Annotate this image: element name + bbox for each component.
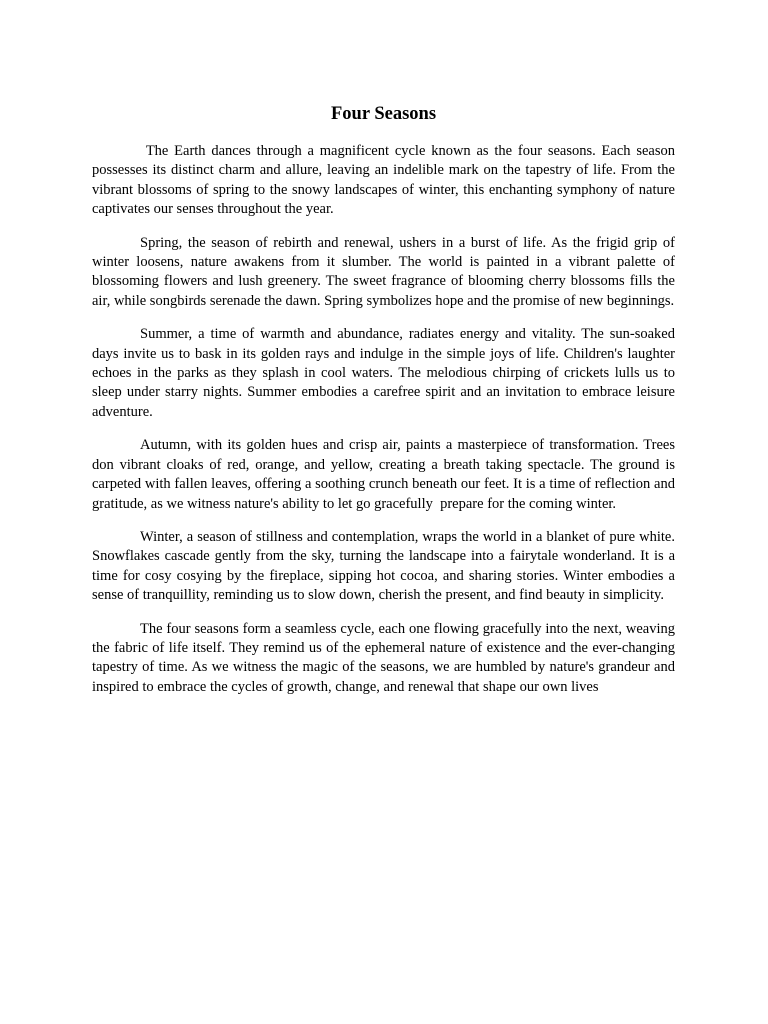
paragraph-spring: Spring, the season of rebirth and renewal, ushers in a burst of life. As the frigid grip of winter loosens, nature awakens from it slumber. The world is painted in a vibrant palette of blossoming flowers and lush greenery. The sweet fragrance of blooming cherry blossoms fills the air, while songbirds serenade the dawn. Spring symbolizes hope and the promise of new beginnings. — [92, 234, 679, 309]
paragraph-intro: The Earth dances through a magnificent cycle known as the four seasons. Each season possesses its distinct charm and allure, leaving an indelible mark on the tapestry of life. From the vibrant blossoms of spring to the snowy landscapes of winter, this enchanting symphony of nature captivates our senses throughout the year. — [92, 143, 679, 218]
paragraph-conclusion: The four seasons form a seamless cycle, each one flowing gracefully into the next, weaving the fabric of life itself. They remind us of the ephemeral nature of existence and the ever-changing tapestry of time. As we witness the magic of the seasons, we are humbled by nature's grandeur and inspired to embrace the cycles of growth, change, and renewal that shape our own lives — [92, 620, 679, 695]
paragraph-summer: Summer, a time of warmth and abundance, radiates energy and vitality. The sun-soaked days invite us to bask in its golden rays and indulge in the simple joys of life. Children's laughter echoes in the parks as they splash in cool waters. The melodious chirping of crickets lulls us to sleep under starry nights. Summer embodies a carefree spirit and an invitation to embrace leisure adventure. — [92, 326, 679, 420]
paragraph-autumn: Autumn, with its golden hues and crisp air, paints a masterpiece of transformation. Trees don vibrant cloaks of red, orange, and yellow, creating a breath taking spectacle. The ground is carpeted with fallen leaves, offering a soothing crunch beneath our feet. It is a time of reflection and gratitude, as we witness nature's ability to let go gracefully prepare for the coming winter. — [92, 437, 679, 512]
document-title: Four Seasons — [330, 104, 437, 124]
document-body — [92, 142, 679, 711]
paragraph-winter: Winter, a season of stillness and contemplation, wraps the world in a blanket of pure white. Snowflakes cascade gently from the sky, turning the landscape into a fairytale wonderland. It is a time for cosy cosying by the fireplace, sipping hot cocoa, and sharing stories. Winter embodies a sense of tranquillity, reminding us to slow down, cherish the present, and find beauty in simplicity. — [92, 528, 679, 604]
